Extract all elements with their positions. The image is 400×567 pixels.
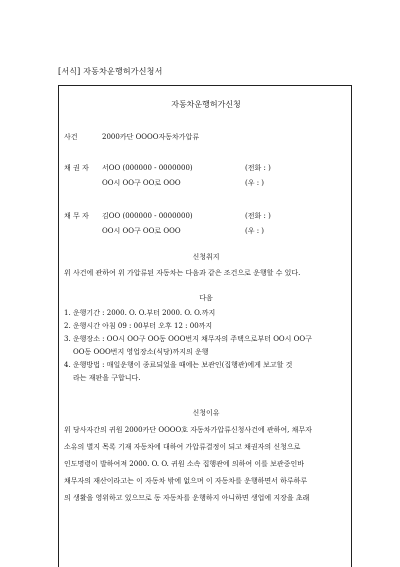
- creditor-phone: (전화 : ): [245, 164, 271, 172]
- case-value: 2000카단 OOOO자동차가압류: [102, 133, 200, 141]
- purpose-text: 위 사건에 관하여 위 가압류된 자동차는 다음과 같은 조건으로 운행할 수 있다.: [64, 269, 301, 277]
- purpose-heading: 신청취지: [192, 253, 220, 261]
- creditor-name: 서OO (000000 - 0000000): [102, 164, 193, 172]
- document-box: [58, 85, 352, 567]
- debtor-label: 채 무 자: [64, 212, 89, 220]
- debtor-phone: (전화 : ): [245, 212, 271, 220]
- debtor-zip: (우 : ): [245, 227, 265, 235]
- reason-line: 채무자의 재산이라고는 이 자동차 밖에 없으며 이 자동차를 운행하면서 하루하루: [64, 477, 308, 485]
- debtor-address: OO시 OO구 OO로 OOO: [102, 227, 181, 235]
- condition-item: 4. 운행방법 : 매일운행이 종료되었을 때에는 보관인(집행관)에게 보고할 것: [64, 361, 293, 369]
- creditor-zip: (우 : ): [245, 179, 265, 187]
- reason-line: 인도명령이 발하여져 2000. O. O. 귀원 소속 집행관에 의하여 이를 보관중인바: [64, 460, 304, 468]
- document-title: 자동차운행허가신청: [171, 100, 241, 109]
- condition-item: 3. 운행장소 : OO시 OO구 OO동 OOO번지 채무자의 주택으로부터 OO시 OO구: [64, 335, 312, 343]
- reason-line: 위 당사자간의 귀원 2000카단 OOOO호 자동차가압류신청사건에 관하여, 채무자: [64, 426, 312, 434]
- creditor-address: OO시 OO구 OO로 OOO: [102, 179, 181, 187]
- case-label: 사건: [64, 133, 78, 141]
- reason-text: [64, 422, 312, 507]
- form-label: [서식] 자동차운행허가신청서: [58, 67, 163, 76]
- condition-item: 1. 운행기간 : 2000. O. O.부터 2000. O. O.까지: [64, 309, 216, 317]
- reason-line: 의 생활을 영위하고 있으므로 동 자동차를 운행하지 아니하면 생업에 지장을 초래: [64, 494, 310, 502]
- condition-item: 라는 재판을 구합니다.: [73, 374, 141, 382]
- condition-item: 2. 운행시간 아침 09 : 00부터 오후 12 : 00까지: [64, 322, 213, 330]
- conditions-heading: 다음: [199, 294, 213, 302]
- creditor-label: 채 권 자: [64, 164, 89, 172]
- debtor-name: 김OO (000000 - 0000000): [102, 212, 193, 220]
- condition-item: OO동 OOO번지 영업장소(식당)까지의 운행: [73, 348, 209, 356]
- conditions-list: [64, 307, 312, 385]
- reason-heading: 신청이유: [192, 409, 220, 417]
- reason-line: 소유의 별지 목록 기재 자동차에 대하여 가압류결정이 되고 채권자의 신청으로: [64, 443, 301, 451]
